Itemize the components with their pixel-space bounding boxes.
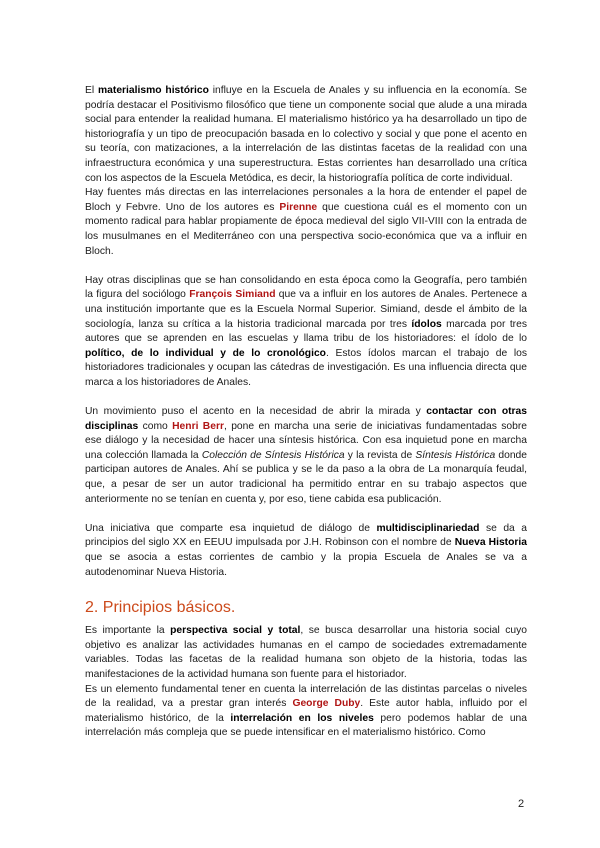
paragraph-berr: Un movimiento puso el acento en la necesidad de abrir la mirada y contactar con otras disciplinas como Henri Berr, pone en marcha una serie de iniciativas fundamentadas sobre ese diálogo y la necesidad de hacer una síntesis histórica. Con esa inquietud pone en marcha una colección llamada la Colección de Síntesis Histórica y la revista de Síntesis Histórica donde participan autores de Anales. Ahí se publica y se le da paso a la obra de La monarquía feudal, que, a pesar de ser un autor tradicional ha permitido entrar en su trabajo aspectos que anteriormente no se tenían en cuenta y, por eso, tiene cabida esa publicación. [85,406,528,505]
bold-term: materialismo histórico [98,85,209,96]
bold-term: político, de lo individual y de lo cronológico [85,347,326,359]
paragraph-nueva-historia: Una iniciativa que comparte esa inquietud de diálogo de multidisciplinariedad se da a principios del siglo XX en EEUU impulsada por J.H. Robinson con el nombre de Nueva Historia que se asocia a estas corrientes de cambio y la propia Escuela de Anales se va a autodenominar Nueva Historia. [85,522,527,578]
page-content [85,84,527,741]
author-name: François Simiand [189,289,276,301]
bold-term: multidisciplinariedad [376,522,480,534]
page-number: 2 [518,798,525,810]
bold-term: ídolos [411,318,442,330]
bold-term: perspectiva social y total [170,625,301,637]
italic-title: Síntesis Histórica [415,449,496,461]
paragraph-duby: Es un elemento fundamental tener en cuenta la interrelación de las distintas parcelas o niveles de la realidad, va a prestar gran interés George Duby. Este autor habla, influido por el materialismo histórico, de la interrelación en los niveles pero podemos hablar de una interrelación más compleja que se puede intensificar en el materialismo histórico. Como [85,683,528,739]
author-name: Pirenne [279,201,318,213]
paragraph-materialismo: El materialismo histórico influye en la Escuela de Anales y su influencia en la economía. Se podría destacar el Positivismo filosófico que tiene un componente social que alude a una mirada social para entender la realidad humana. El materialismo histórico ya ha desarrollado un tipo de historiografía y un tipo de preocupación basada en lo colectivo y social y que pone el acento en su teoría, con matizaciones, a la interrelación de las distintas facetas de la realidad con una infraestructura económica y una superestructura. Estas corrientes han desarrollado una crítica con los aspectos de la Escuela Metódica, es decir, la historiografía política de corte individual. [85,85,527,184]
bold-term: contactar con otras disciplinas [85,406,528,432]
paragraph-perspectiva: Es importante la perspectiva social y total, se busca desarrollar una historia social cuyo objetivo es analizar las actividades humanas en el campo de sociedades extremadamente variables. Todas las facetas de la realidad humana son objeto de la historia, todas las manifestaciones de la actividad humana son fuente para el historiador. [85,625,527,680]
section-heading: 2. Principios básicos. [85,599,236,617]
author-name: George Duby [292,698,361,710]
author-name: Henri Berr [172,420,224,432]
bold-term: Nueva Historia [454,537,527,549]
paragraph-simiand: Hay otras disciplinas que se han consolidando en esta época como la Geografía, pero también la figura del sociólogo François Simiand que va a influir en los autores de Anales. Pertenece a una institución importante que es la Escuela Normal Superior. Simiand, desde el ámbito de la sociología, lanza su crítica a la historia tradicional marcada por tres ídolos marcada por tres autores que se aprenden en las escuelas y llama tribu de los historiadores: el ídolo de lo político, de lo individual y de lo cronológico. Estos ídolos marcan el trabajo de los historiadores tradicionales y ocupan las cátedras de investigación. Es una influencia directa que marca a los historiadores de Anales. [85,274,527,388]
paragraph-pirenne: Hay fuentes más directas en las interrelaciones personales a la hora de entender el papel de Bloch y Febvre. Uno de los autores es Pirenne que cuestiona cuál es el momento con un momento radical para hablar propiamente de época medieval del siglo VII-VIII con la entrada de los musulmanes en el Mediterráneo con una perspectiva socio-económica que va a influir en Bloch. [85,187,527,257]
italic-title: Colección de Síntesis Histórica [201,449,345,461]
bold-term: interrelación en los niveles [230,712,374,724]
